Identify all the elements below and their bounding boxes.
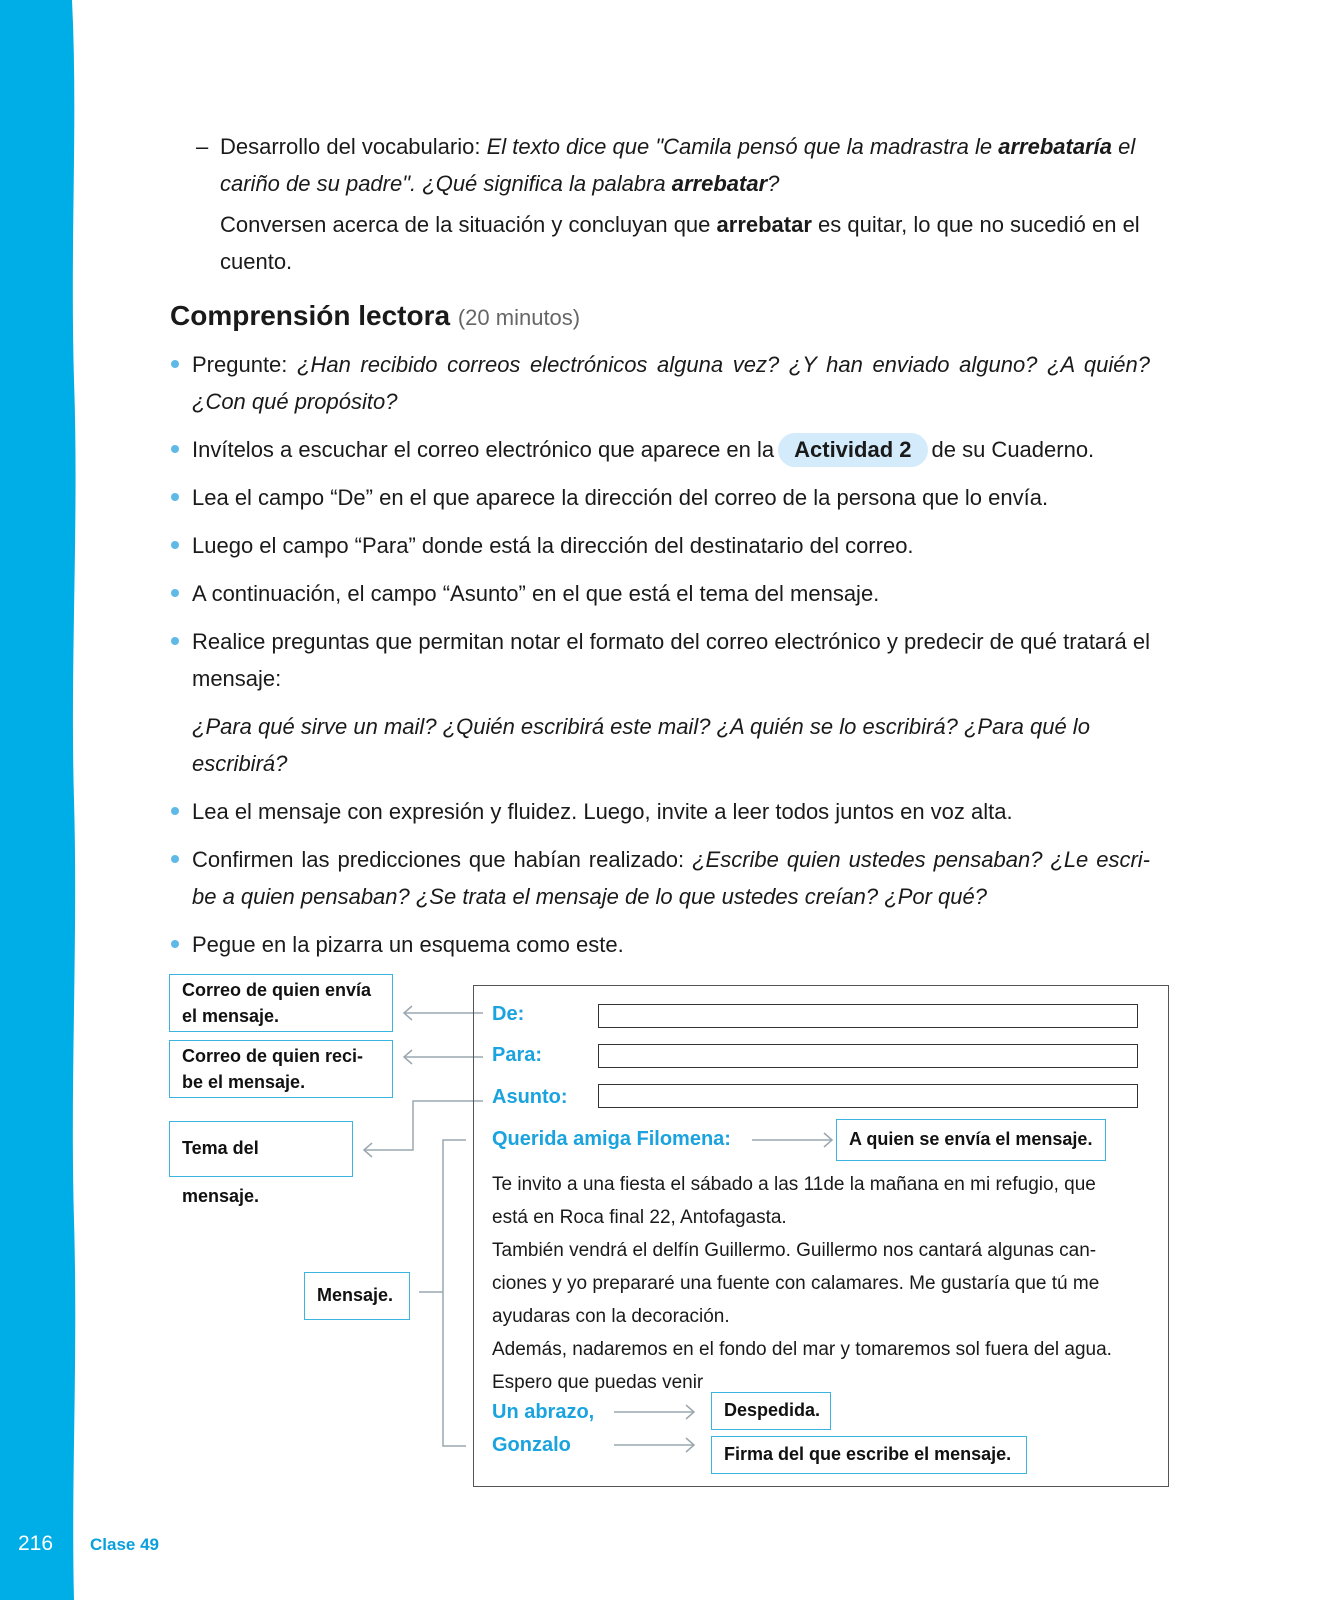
vocab-bold-word-2: arrebatar <box>671 171 768 196</box>
dash-marker: – <box>196 134 209 159</box>
label-sender: Correo de quien envía el mensaje. <box>169 974 393 1032</box>
bullet-text: A continuación, el campo “Asunto” en el que está el tema del mensaje. <box>192 581 880 606</box>
bullet-text: de su Cuaderno. <box>931 437 1095 462</box>
vocab-bold-word-1: arrebataría <box>998 134 1112 159</box>
message-line: También vendrá el delfín Guillermo. Guillermo nos cantará algunas can- <box>492 1240 1097 1261</box>
bullet-text: Confirmen las predicciones que habían realizado: <box>192 847 693 872</box>
message-line: ayudaras con la decoración. <box>492 1306 730 1327</box>
bullet-text: Lea el mensaje con expresión y fluidez. Luego, invite a leer todos juntos en voz alta. <box>192 799 1013 824</box>
page-number: 216 <box>18 1532 54 1555</box>
bullet-italic: ¿Han recibido correos electrónicos alguna vez? ¿Y han enviado alguno? ¿A quién? ¿Con qué propósito? <box>192 352 1150 414</box>
field-label-asunto: Asunto: <box>492 1086 568 1108</box>
message-line: Espero que puedas venir <box>492 1372 704 1393</box>
connector-line <box>364 1101 483 1150</box>
label-message: Mensaje. <box>304 1272 410 1320</box>
bullet-questions: ¿Para qué sirve un mail? ¿Quién escribirá este mail? ¿A quién se lo escribirá? ¿Para qué lo escribirá? <box>192 714 1090 776</box>
vocab-question-2: el cariño de su padre". ¿Qué significa la palabra <box>220 134 1136 196</box>
bullet-text: Realice preguntas que permitan notar el formato del correo electrónico y predecir de qué tratará el mensaje: <box>192 629 1150 691</box>
message-line: Te invito a una fiesta el sábado a las 11de la mañana en mi refugio, que <box>492 1174 1096 1195</box>
field-label-para: Para: <box>492 1044 543 1066</box>
bullet-text: Invítelos a escuchar el correo electrónico que aparece en la <box>192 437 775 462</box>
label-recipient: A quien se envía el mensaje. <box>836 1119 1106 1161</box>
field-asunto <box>598 1084 1138 1108</box>
vocab-conclusion-text-b: es quitar, lo que no sucedió en el cuento. <box>220 212 1140 274</box>
section-duration: (20 minutos) <box>457 305 581 330</box>
bullet-text: Pegue en la pizarra un esquema como este. <box>192 932 624 957</box>
bullet-text: Lea el campo “De” en el que aparece la dirección del correo de la persona que lo envía. <box>192 485 1049 510</box>
bullet-italic: ¿Escribe quien ustedes pensaban? ¿Le escri-be a quien pensaban? ¿Se trata el mensaje de lo que ustedes creían? ¿Por qué? <box>192 847 1150 909</box>
label-subject: Tema del mensaje. <box>169 1121 353 1177</box>
activity-badge: Actividad 2 <box>778 433 927 467</box>
message-line: está en Roca final 22, Antofagasta. <box>492 1207 787 1228</box>
label-signature: Firma del que escribe el mensaje. <box>711 1436 1027 1474</box>
closing: Un abrazo, <box>492 1401 595 1423</box>
field-label-de: De: <box>492 1003 525 1025</box>
vocab-conclusion-bold: arrebatar <box>716 212 812 237</box>
vocab-question-1: El texto dice que "Camila pensó que la madrastra le <box>486 134 999 159</box>
message-body <box>492 1168 1152 1399</box>
bullet-text: Luego el campo “Para” donde está la dirección del destinatario del correo. <box>192 533 914 558</box>
label-receiver: Correo de quien reci-be el mensaje. <box>169 1040 393 1098</box>
section-title: Comprensión lectora <box>170 300 451 331</box>
label-farewell: Despedida. <box>711 1392 831 1430</box>
field-de <box>598 1004 1138 1028</box>
vocab-label: Desarrollo del vocabulario: <box>220 134 487 159</box>
vocab-conclusion-text-a: Conversen acerca de la situación y concluyan que <box>220 212 717 237</box>
greeting: Querida amiga Filomena: <box>492 1128 731 1150</box>
message-line: ciones y yo prepararé una fuente con calamares. Me gustaría que tú me <box>492 1273 1100 1294</box>
message-bracket <box>443 1140 466 1446</box>
message-line: Además, nadaremos en el fondo del mar y tomaremos sol fuera del agua. <box>492 1339 1112 1360</box>
bullet-text: Pregunte: <box>192 352 298 377</box>
signature: Gonzalo <box>492 1434 571 1456</box>
vocab-question-3: ? <box>767 171 780 196</box>
class-label: Clase 49 <box>90 1535 159 1554</box>
field-para <box>598 1044 1138 1068</box>
